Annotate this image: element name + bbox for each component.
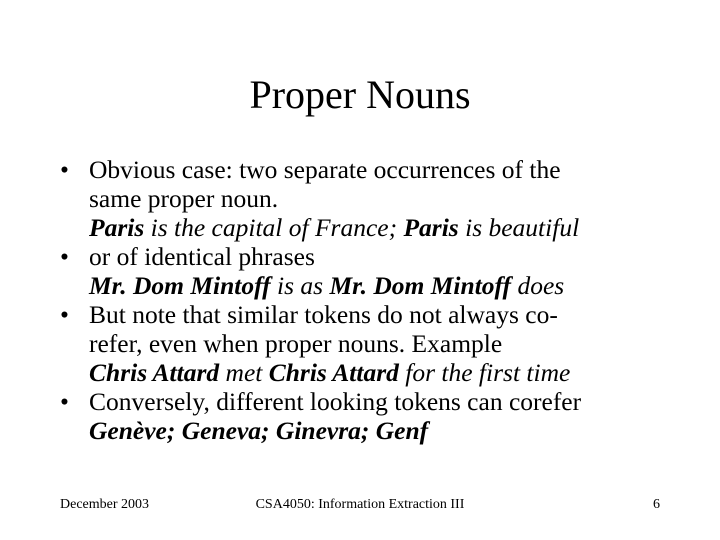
example-proper-noun: Mr. Dom Mintoff (329, 271, 512, 300)
footer-course: CSA4050: Information Extraction III (255, 497, 465, 512)
bullet-dot-icon: • (60, 155, 69, 184)
footer-page-number: 6 (653, 497, 660, 512)
bullet-text-line: Conversely, different looking tokens can corefer (89, 387, 582, 416)
example-text: is the capital of France; (144, 213, 404, 242)
example-proper-noun: Chris Attard (89, 358, 220, 387)
bullet-example (89, 213, 660, 242)
bullet-text-line: But note that similar tokens do not always co- (89, 300, 558, 329)
example-text: is as (270, 271, 330, 300)
bullet-item (60, 300, 660, 387)
bullet-text-line: same proper noun. (89, 184, 279, 213)
example-proper-noun: Genève; Geneva; Ginevra; Genf (89, 416, 429, 445)
slide-title: Proper Nouns (249, 72, 471, 117)
example-text: is beautiful (458, 213, 580, 242)
example-text: for the first time (398, 358, 571, 387)
bullet-dot-icon: • (60, 242, 69, 271)
bullet-item (60, 387, 660, 445)
bullet-text-line: or of identical phrases (89, 242, 315, 271)
example-proper-noun: Chris Attard (268, 358, 399, 387)
bullet-text-line: Obvious case: two separate occurrences of the (89, 155, 561, 184)
bullet-example (89, 416, 660, 445)
bullet-text-line: refer, even when proper nouns. Example (89, 329, 503, 358)
example-proper-noun: Mr. Dom Mintoff (89, 271, 271, 300)
bullet-list (60, 155, 660, 445)
bullet-dot-icon: • (60, 387, 69, 416)
footer-date: December 2003 (60, 497, 150, 512)
example-proper-noun: Paris (403, 213, 459, 242)
bullet-item (60, 242, 660, 300)
bullet-example (89, 358, 660, 387)
example-text: met (219, 358, 269, 387)
bullet-example (89, 271, 660, 300)
bullet-item (60, 155, 660, 242)
example-proper-noun: Paris (89, 213, 145, 242)
example-text: does (511, 271, 565, 300)
bullet-dot-icon: • (60, 300, 69, 329)
